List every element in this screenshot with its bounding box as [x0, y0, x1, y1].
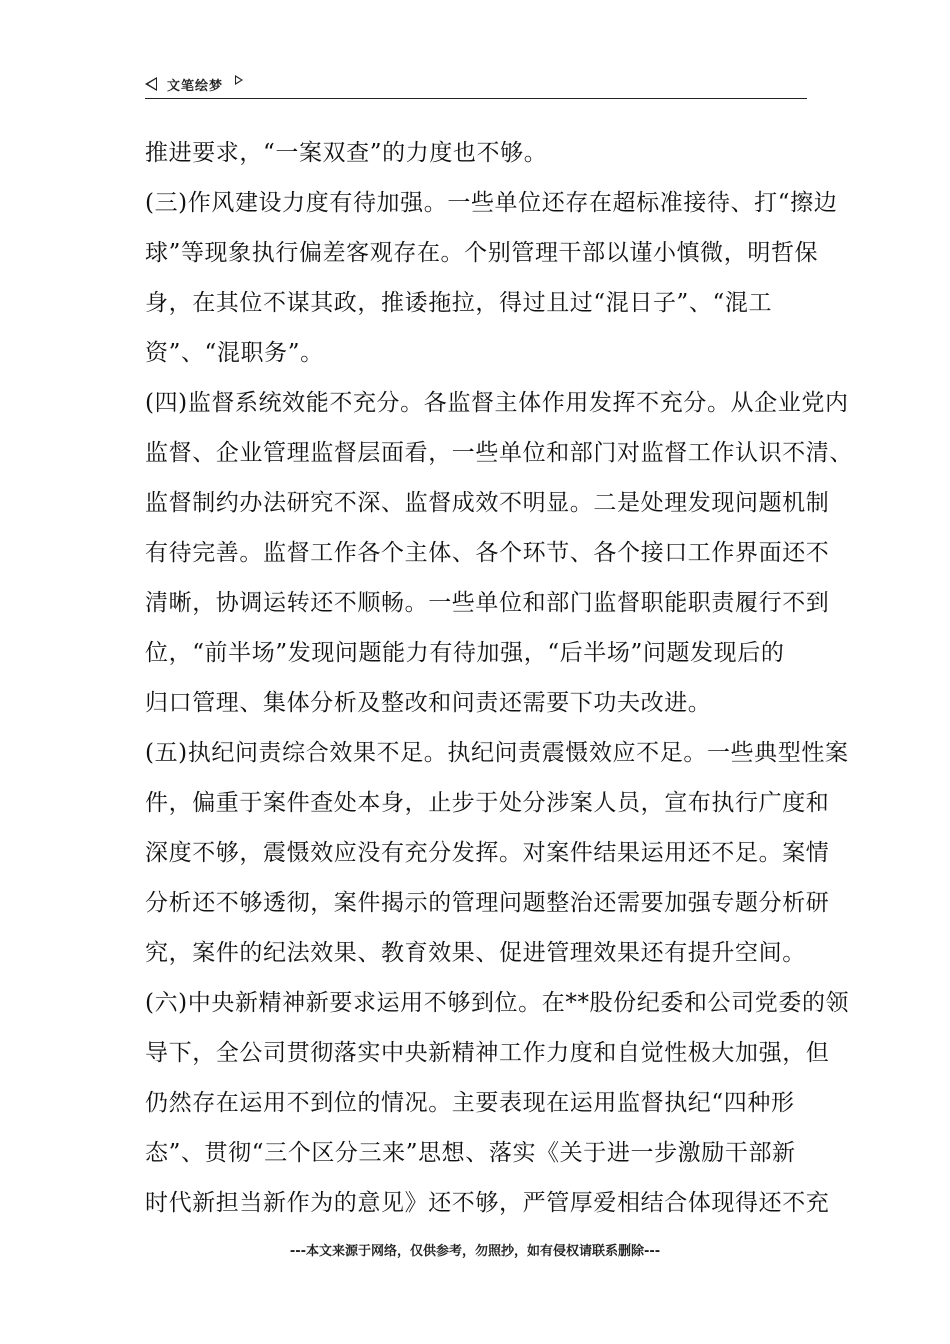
triangle-right-icon [235, 75, 243, 85]
triangle-left-icon [145, 77, 157, 91]
text-line: 球”等现象执行偏差客观存在。个别管理干部以谨小慎微，明哲保 [145, 240, 819, 266]
text-line: 究，案件的纪法效果、教育效果、促进管理效果还有提升空间。 [145, 940, 806, 966]
text-line: 分析还不够透彻，案件揭示的管理问题整治还需要加强专题分析研 [145, 890, 830, 916]
text-line: 位，“前半场”发现问题能力有待加强，“后半场”问题发现后的 [145, 640, 785, 666]
disclaimer-footer: ---本文来源于网络，仅供参考，勿照抄，如有侵权请联系删除--- [289, 1244, 661, 1259]
brand-name: 文笔绘梦 [167, 78, 224, 94]
text-line: (六)中央新精神新要求运用不够到位。在**股份纪委和公司党委的领 [145, 990, 850, 1016]
text-line: 资”、“混职务”。 [145, 340, 324, 366]
text-line: 态”、贯彻“三个区分三来”思想、落实《关于进一步激励干部新 [145, 1140, 796, 1166]
text-line: 导下，全公司贯彻落实中央新精神工作力度和自觉性极大加强，但 [145, 1040, 830, 1066]
text-line: 件，偏重于案件查处本身，止步于处分涉案人员，宣布执行广度和 [145, 790, 830, 816]
text-line: (三)作风建设力度有待加强。一些单位还存在超标准接待、打“擦边 [145, 190, 838, 216]
text-line: 身，在其位不谋其政，推诿拖拉，得过且过“混日子”、“混工 [145, 290, 773, 316]
text-line: 深度不够，震慑效应没有充分发挥。对案件结果运用还不足。案情 [145, 840, 830, 866]
text-line: 仍然存在运用不到位的情况。主要表现在运用监督执纪“四种形 [145, 1090, 795, 1116]
text-line: 监督制约办法研究不深、监督成效不明显。二是处理发现问题机制 [145, 490, 830, 516]
text-line: (四)监督系统效能不充分。各监督主体作用发挥不充分。从企业党内 [145, 390, 849, 416]
text-line: 归口管理、集体分析及整改和问责还需要下功夫改进。 [145, 690, 712, 716]
page-header [145, 70, 807, 99]
text-line: 时代新担当新作为的意见》还不够，严管厚爱相结合体现得还不充 [145, 1190, 830, 1216]
text-line: 清晰，协调运转还不顺畅。一些单位和部门监督职能职责履行不到 [145, 590, 830, 616]
text-line: 有待完善。监督工作各个主体、各个环节、各个接口工作界面还不 [145, 540, 830, 566]
document-body [145, 128, 853, 1228]
text-line: (五)执纪问责综合效果不足。执纪问责震慑效应不足。一些典型性案 [145, 740, 849, 766]
text-line: 监督、企业管理监督层面看，一些单位和部门对监督工作认识不清、 [145, 440, 853, 466]
text-line: 推进要求，“一案双查”的力度也不够。 [145, 140, 548, 166]
